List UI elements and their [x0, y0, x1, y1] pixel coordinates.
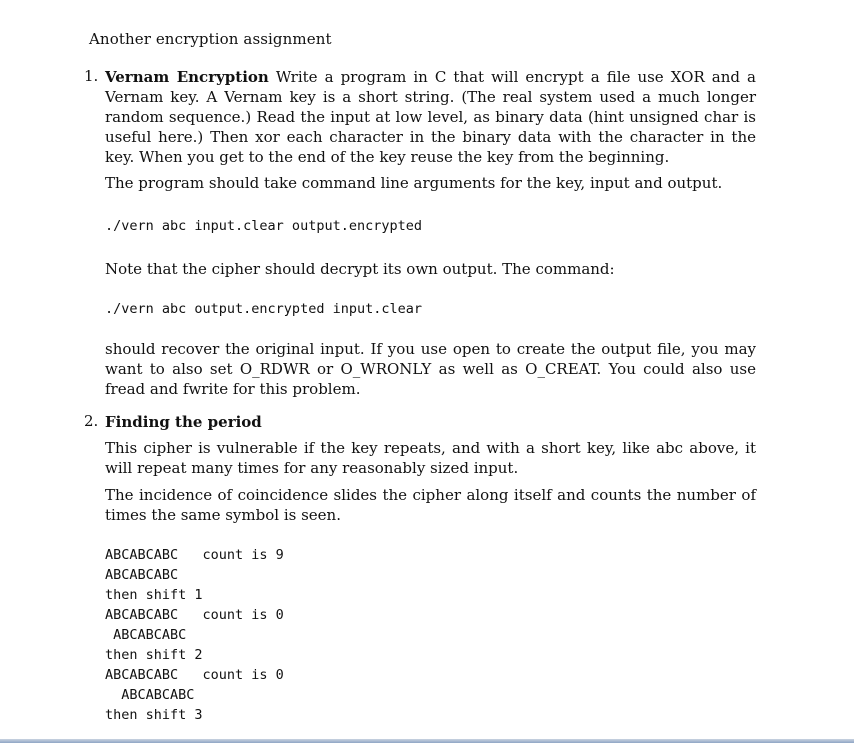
item-2-example [105, 545, 284, 725]
item-1-number: 1. [84, 67, 99, 85]
item-1-para-2: The program should take command line arguments for the key, input and output. [105, 174, 723, 192]
item-2-number: 2. [84, 412, 99, 430]
item-1-para-4: should recover the original input. If you use open to create the output file, you may want to also set O_RDWR or O_WRONLY as well as O_CREAT. You could also use fread and fwrite for this problem. [105, 340, 756, 398]
item-1-code-2: ./vern abc output.encrypted input.clear [105, 301, 422, 317]
item-1-code-1: ./vern abc input.clear output.encrypted [105, 218, 422, 234]
document-title: Another encryption assignment [89, 30, 332, 48]
example-line: ABCABCABC [105, 627, 187, 643]
item-2-heading-line [105, 412, 756, 432]
bottom-divider [0, 739, 854, 743]
example-line: ABCABCABC count is 9 [105, 547, 284, 563]
item-2-para-1: This cipher is vulnerable if the key repeats, and with a short key, like abc above, it will repeat many times for any reasonably sized input. [105, 439, 756, 477]
example-line: then shift 1 [105, 587, 203, 603]
example-line: ABCABCABC [105, 567, 179, 583]
example-line: ABCABCABC count is 0 [105, 607, 284, 623]
example-line: then shift 2 [105, 647, 203, 663]
item-1-para-3: Note that the cipher should decrypt its own output. The command: [105, 260, 615, 278]
item-2-heading: Finding the period [105, 413, 262, 431]
example-line: ABCABCABC count is 0 [105, 667, 284, 683]
item-2-para-2: The incidence of coincidence slides the cipher along itself and counts the number of times the same symbol is seen. [105, 486, 756, 524]
item-1-intro [105, 67, 756, 167]
example-line: ABCABCABC [105, 687, 195, 703]
item-1-heading: Vernam Encryption [105, 68, 269, 86]
item-1-para-1: Write a program in C that will encrypt a file use XOR and a Vernam key. A Vernam key is a short string. (The real system used a much longer random sequence.) Read the input at low level, as binary data (hint unsigned char is useful here.) Then xor each character in the binary data with the character in the key. When you get to the end of the key reuse the key from the beginning. [105, 68, 757, 166]
example-line: then shift 3 [105, 707, 203, 723]
